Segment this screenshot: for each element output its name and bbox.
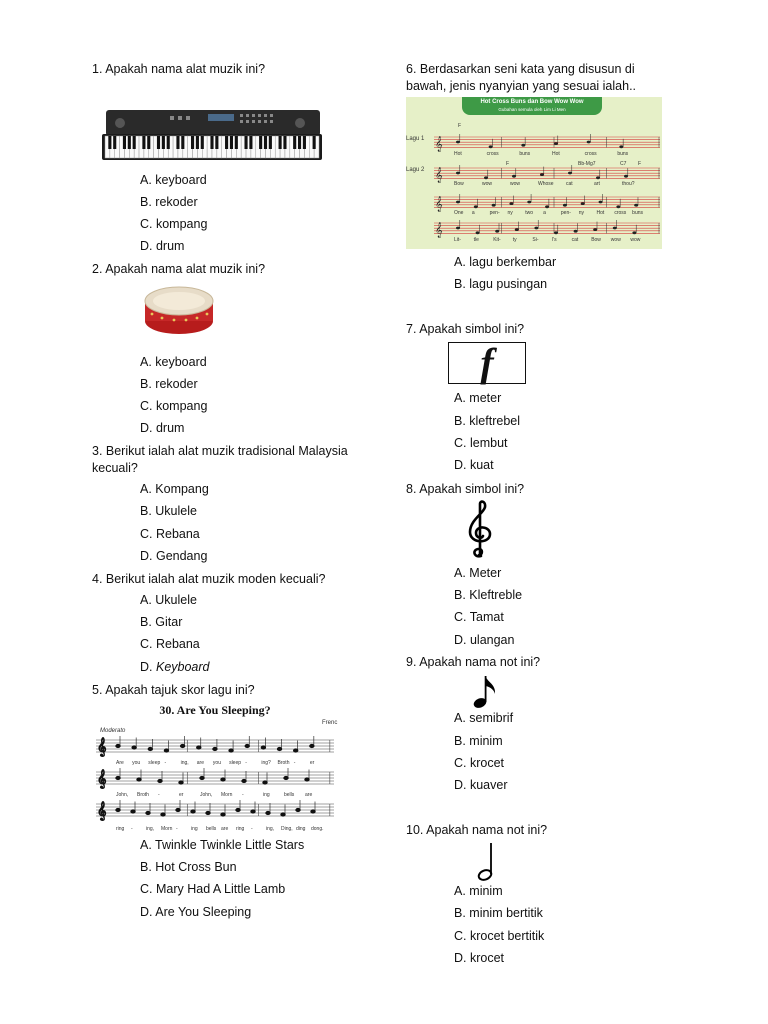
sheet-note-head: [293, 749, 297, 752]
score-note-head: [534, 227, 538, 230]
score-note-head: [456, 227, 460, 230]
sheet-note-head: [131, 810, 135, 813]
lyric-word: er: [179, 792, 184, 798]
q1-option-d[interactable]: D. drum: [140, 239, 185, 253]
black-key: [230, 136, 233, 149]
score-lyric-word: wow: [610, 237, 621, 243]
black-key: [313, 136, 316, 149]
black-key: [162, 136, 165, 149]
score-note-head: [554, 231, 558, 234]
minim-note-icon: [476, 842, 498, 882]
keyboard-image: [100, 108, 324, 162]
score-note-head: [563, 204, 567, 207]
black-key: [167, 136, 170, 149]
q3-option-d[interactable]: D. Gendang: [140, 549, 208, 563]
score-lyric-word: thou?: [622, 181, 635, 187]
score-note-head: [495, 230, 499, 233]
score-lyric-word: wow: [510, 181, 521, 187]
lyric-word: -: [158, 792, 160, 798]
sheet-note-head: [132, 746, 136, 749]
q2-option-c[interactable]: C. kompang: [140, 399, 208, 413]
sheet-note-head: [263, 781, 267, 784]
sheet-note-head: [311, 810, 315, 813]
lyric-word: Ding,: [281, 826, 293, 832]
score-clef-icon: 𝄞: [435, 137, 443, 152]
black-key: [225, 136, 228, 149]
score-lyric-word: Kit-: [493, 237, 501, 243]
black-key: [279, 136, 282, 149]
lyric-word: ring: [116, 826, 125, 832]
score-lyric-word: a: [543, 210, 546, 216]
score-chord: C7: [620, 161, 627, 167]
black-key: [264, 136, 267, 149]
score-lyric-word: wow: [482, 181, 493, 187]
black-key: [142, 136, 145, 149]
lyric-word: ding: [296, 826, 306, 832]
q6-option-a[interactable]: A. lagu berkembar: [454, 255, 557, 269]
q2-option-a[interactable]: A. keyboard: [140, 355, 207, 369]
lyric-word: ing?: [261, 760, 271, 766]
score-clef-icon: 𝄞: [435, 223, 443, 238]
sheet-tempo: Moderato: [100, 728, 126, 734]
sheet-note-head: [137, 778, 141, 781]
sheet-note-head: [161, 813, 165, 816]
score-lyric-word: cross: [486, 151, 499, 157]
score-staves: [406, 97, 662, 249]
black-key: [215, 136, 218, 149]
sheet-note-head: [148, 747, 152, 750]
lyric-word: are: [305, 792, 313, 798]
score-note-head: [512, 175, 516, 178]
score-lyric-word: cat: [566, 181, 573, 187]
black-key: [201, 136, 204, 149]
score-title: Hot Cross Buns dan Bow Wow Wow: [480, 99, 584, 105]
sheet-clef-icon: 𝄞: [97, 769, 107, 788]
black-key: [128, 136, 131, 149]
lyric-word: ing: [191, 826, 198, 832]
score-lyric-word: Lit-: [454, 237, 461, 243]
sheet-note-head: [221, 778, 225, 781]
lyric-word: John,: [116, 792, 129, 798]
score-lyric-word: Hot: [596, 210, 605, 216]
score-lyric-word: cross: [584, 151, 597, 157]
sheet-note-head: [146, 811, 150, 814]
forte-symbol: f: [480, 340, 494, 385]
q10-option-d[interactable]: D. krocet: [454, 951, 505, 965]
black-key: [196, 136, 199, 149]
score-lyric-word: cat: [571, 237, 579, 243]
lyric-word: Are: [116, 760, 124, 766]
q7-option-a[interactable]: A. meter: [454, 391, 502, 405]
q8-option-a[interactable]: A. Meter: [454, 566, 502, 580]
q9-option-b[interactable]: B. minim: [454, 734, 503, 748]
lyric-word: -: [293, 760, 296, 766]
sheet-note-head: [116, 808, 120, 811]
sheet-note-head: [310, 744, 314, 747]
score-note-head: [545, 205, 549, 208]
sheet-note-head: [197, 746, 201, 749]
sheet-note-head: [164, 749, 168, 752]
sheet-note-head: [284, 776, 288, 779]
score-lyric-word: cross: [614, 210, 627, 216]
black-key: [123, 136, 126, 149]
q3-option-a[interactable]: A. Kompang: [140, 482, 209, 496]
lyric-word: -: [131, 826, 133, 832]
sheet-staves: [94, 732, 336, 832]
q10-option-c[interactable]: C. krocet bertitik: [454, 929, 545, 943]
q8-prompt: 8. Apakah simbol ini?: [406, 482, 525, 496]
black-key: [147, 136, 150, 149]
score-note-head: [596, 176, 600, 179]
score-note-head: [474, 205, 478, 208]
score-note-head: [619, 145, 623, 148]
sheet-note-head: [281, 813, 285, 816]
score-subtitle: Gubahan semula oleh Lim Li Men: [498, 107, 566, 112]
lyric-word: ing,: [146, 826, 155, 832]
score-lyric-word: Whose: [538, 181, 554, 187]
black-key: [244, 136, 247, 149]
q7-option-c[interactable]: C. lembut: [454, 436, 508, 450]
black-key: [303, 136, 306, 149]
treble-clef-icon: [464, 498, 496, 562]
lyric-word: Morn: [221, 792, 233, 798]
sheet-note-head: [221, 813, 225, 816]
kompang-image: [142, 283, 216, 337]
score-lyric-word: a: [471, 210, 475, 216]
black-key: [210, 136, 213, 149]
black-key: [157, 136, 160, 149]
q3-option-c[interactable]: C. Rebana: [140, 527, 200, 541]
score-lagu1: Lagu 1: [406, 136, 425, 142]
q5-option-d[interactable]: D. Are You Sleeping: [140, 905, 252, 919]
sheet-note-head: [236, 808, 240, 811]
q5-option-b[interactable]: B. Hot Cross Bun: [140, 860, 237, 874]
score-chord: F: [506, 161, 510, 167]
score-lyric-word: art: [594, 181, 600, 187]
sheet-note-head: [176, 808, 180, 811]
sheet-corner-text: Frenc: [322, 720, 338, 726]
score-note-head: [456, 172, 460, 175]
q2-prompt: 2. Apakah nama alat muzik ini?: [92, 262, 266, 276]
lyric-word: bells: [284, 792, 295, 798]
score-image: [406, 97, 662, 249]
score-lyric-word: One: [454, 210, 464, 216]
lyric-word: are: [196, 760, 204, 766]
black-key: [176, 136, 179, 149]
q4-option-d-label: Keyboard: [155, 660, 210, 674]
score-note-head: [489, 145, 493, 148]
lyric-word: -: [242, 792, 244, 798]
score-note-head: [599, 201, 603, 204]
score-note-head: [613, 227, 617, 230]
lyric-word: John,: [200, 792, 213, 798]
score-lyric-word: ty: [512, 237, 517, 243]
score-note-head: [509, 202, 513, 205]
score-lyric-word: wow: [630, 237, 641, 243]
score-lyric-word: buns: [617, 151, 629, 157]
black-key: [191, 136, 194, 149]
score-note-head: [587, 141, 591, 144]
score-lyric-word: Hot: [552, 151, 560, 157]
sheet-note-head: [251, 810, 255, 813]
black-key: [133, 136, 136, 149]
q4-option-d-prefix: D.: [140, 660, 156, 674]
score-chord: F: [638, 161, 642, 167]
q10-option-a[interactable]: A. minim: [454, 884, 503, 898]
score-clef-icon: 𝄞: [435, 168, 443, 183]
lyric-word: -: [251, 826, 253, 832]
lyric-word: Broth: [277, 760, 290, 766]
sheet-clef-icon: 𝄞: [97, 801, 107, 820]
lyric-word: sleep: [148, 760, 161, 766]
q1-prompt: 1. Apakah nama alat muzik ini?: [92, 62, 266, 76]
lyric-word: Morn: [161, 826, 173, 832]
q8-option-b[interactable]: B. Kleftreble: [454, 588, 523, 602]
lyric-word: -: [164, 760, 167, 766]
sheet-note-head: [213, 747, 217, 750]
q4-option-c[interactable]: C. Rebana: [140, 637, 200, 651]
score-lyric-word: pen-: [489, 210, 500, 216]
q9-prompt: 9. Apakah nama not ini?: [406, 655, 541, 669]
sheet-music-image: [94, 702, 336, 832]
lyric-word: are: [221, 826, 229, 832]
sheet-note-head: [200, 776, 204, 779]
score-chord: F: [458, 123, 462, 129]
forte-symbol-box: [448, 342, 526, 384]
lyric-word: er: [309, 760, 315, 766]
score-lyric-word: buns: [519, 151, 531, 157]
lyric-word: dong.: [311, 826, 324, 832]
score-note-head: [515, 228, 519, 231]
q2-option-d[interactable]: D. drum: [140, 421, 185, 435]
q5-prompt: 5. Apakah tajuk skor lagu ini?: [92, 683, 255, 697]
score-lyric-word: two: [525, 210, 534, 216]
score-lyric-word: tle: [473, 237, 479, 243]
q4-option-a[interactable]: A. Ukulele: [140, 593, 197, 607]
q4-prompt: 4. Berikut ialah alat muzik moden kecuali?: [92, 572, 326, 586]
black-key: [269, 136, 272, 149]
sheet-note-head: [242, 779, 246, 782]
lyric-word: bells: [206, 826, 217, 832]
sheet-note-head: [229, 749, 233, 752]
q5-option-c[interactable]: C. Mary Had A Little Lamb: [140, 882, 286, 896]
sheet-note-head: [116, 744, 120, 747]
score-note-head: [527, 201, 531, 204]
score-note-head: [484, 176, 488, 179]
score-note-head: [574, 230, 578, 233]
q8-option-c[interactable]: C. Tamat: [454, 610, 504, 624]
black-key: [249, 136, 252, 149]
lyric-word: you: [212, 760, 221, 766]
score-lyric-word: pen-: [560, 210, 571, 216]
score-note-head: [634, 204, 638, 207]
score-lyric-word: l's: [552, 237, 557, 243]
q2-option-b[interactable]: B. rekoder: [140, 377, 198, 391]
q9-option-d[interactable]: D. kuaver: [454, 778, 508, 792]
lyric-word: ing,: [266, 826, 275, 832]
score-lyric-word: ny: [578, 210, 584, 216]
sheet-note-head: [245, 744, 249, 747]
lyric-word: ing: [263, 792, 270, 798]
score-note-head: [492, 204, 496, 207]
lyric-word: ring: [236, 826, 245, 832]
quaver-note-icon: [472, 674, 500, 710]
lyric-word: ing,: [180, 760, 189, 766]
black-key: [108, 136, 111, 149]
score-lyric-word: Hot: [454, 151, 462, 157]
sheet-clef-icon: 𝄞: [97, 737, 107, 756]
black-key: [283, 136, 286, 149]
score-note-head: [624, 175, 628, 178]
q6-option-b[interactable]: B. lagu pusingan: [454, 277, 548, 291]
lyric-word: -: [176, 826, 178, 832]
score-note-head: [476, 231, 480, 234]
score-note-head: [521, 144, 525, 147]
q3-prompt: 3. Berikut ialah alat muzik tradisional Malaysia kecuali?: [92, 444, 348, 475]
score-clef-icon: 𝄞: [435, 197, 443, 212]
black-key: [293, 136, 296, 149]
score-note-head: [616, 205, 620, 208]
sheet-note-head: [158, 779, 162, 782]
sheet-note-head: [179, 781, 183, 784]
q7-option-d[interactable]: D. kuat: [454, 458, 494, 472]
score-note-head: [554, 142, 558, 145]
black-key: [113, 136, 116, 149]
lyric-word: Broth: [137, 792, 149, 798]
sheet-note-head: [266, 811, 270, 814]
q5-option-a[interactable]: A. Twinkle Twinkle Little Stars: [140, 838, 305, 852]
sheet-note-head: [206, 811, 210, 814]
sheet-note-head: [116, 776, 120, 779]
sheet-note-head: [191, 810, 195, 813]
score-lyric-word: buns: [632, 210, 644, 216]
black-key: [235, 136, 238, 149]
sheet-note-head: [277, 747, 281, 750]
sheet-note-head: [296, 808, 300, 811]
q7-option-b[interactable]: B. kleftrebel: [454, 414, 521, 428]
score-note-head: [540, 173, 544, 176]
score-lyric-word: Bow: [591, 237, 601, 243]
q4-option-d[interactable]: [140, 660, 210, 674]
sheet-title: 30. Are You Sleeping?: [159, 703, 271, 717]
q8-option-d[interactable]: D. ulangan: [454, 633, 515, 647]
score-lagu2: Lagu 2: [406, 167, 425, 173]
q3-option-b[interactable]: B. Ukulele: [140, 504, 197, 518]
black-key: [259, 136, 262, 149]
score-note-head: [456, 141, 460, 144]
score-chord: Bb-Mg7: [578, 161, 596, 167]
q1-option-b[interactable]: B. rekoder: [140, 195, 198, 209]
q7-prompt: 7. Apakah simbol ini?: [406, 322, 525, 336]
score-lyric-word: Si-: [532, 237, 539, 243]
sheet-note-head: [261, 746, 265, 749]
score-note-head: [593, 228, 597, 231]
score-note-head: [632, 231, 636, 234]
sheet-note-head: [180, 744, 184, 747]
q1-option-a[interactable]: A. keyboard: [140, 173, 207, 187]
q10-option-b[interactable]: B. minim bertitik: [454, 906, 543, 920]
score-lyric-word: Bow: [454, 181, 464, 187]
score-note-head: [581, 202, 585, 205]
score-note-head: [568, 172, 572, 175]
q1-option-c[interactable]: C. kompang: [140, 217, 208, 231]
q4-option-b[interactable]: B. Gitar: [140, 615, 183, 629]
q9-option-c[interactable]: C. krocet: [454, 756, 505, 770]
score-note-head: [456, 201, 460, 204]
black-key: [298, 136, 301, 149]
lyric-word: you: [132, 760, 141, 766]
lyric-word: sleep: [229, 760, 242, 766]
lyric-word: -: [245, 760, 247, 766]
black-key: [181, 136, 184, 149]
q6-prompt: 6. Berdasarkan seni kata yang disusun di bawah, jenis nyanyian yang sesuai ialah..: [406, 62, 637, 93]
q10-prompt: 10. Apakah nama not ini?: [406, 823, 548, 837]
sheet-note-head: [305, 778, 309, 781]
score-lyric-word: ny: [507, 210, 513, 216]
q9-option-a[interactable]: A. semibrif: [454, 711, 514, 725]
